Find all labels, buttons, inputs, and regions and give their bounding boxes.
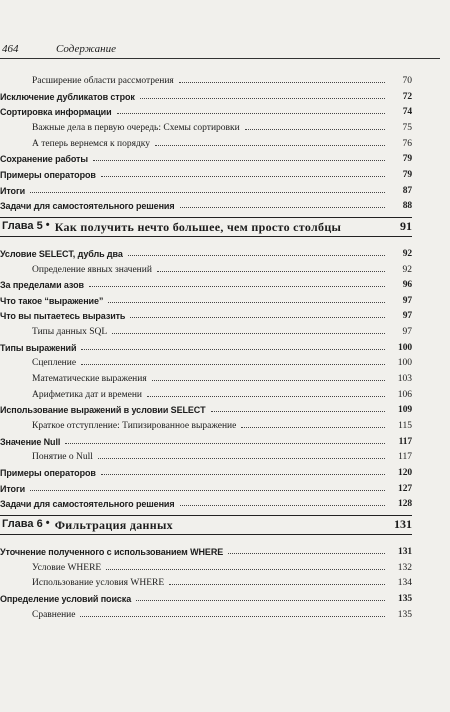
toc-section-entry[interactable] <box>0 195 412 211</box>
entry-page: 127 <box>398 483 412 494</box>
entry-page: 117 <box>398 452 412 463</box>
toc-subsection-entry[interactable] <box>32 446 412 462</box>
entry-page: 79 <box>402 154 412 165</box>
entry-title: Использование условия WHERE <box>32 578 165 589</box>
dot-leader <box>130 316 385 318</box>
entry-title: Сцепление <box>32 358 77 369</box>
dot-leader <box>245 128 385 130</box>
chapter-page: 131 <box>394 516 412 531</box>
dot-leader <box>98 457 385 459</box>
dot-leader <box>180 206 386 208</box>
entry-page: 135 <box>397 609 412 620</box>
entry-title: Примеры операторов <box>0 169 96 180</box>
entry-page: 74 <box>402 107 412 118</box>
dot-leader <box>93 159 385 161</box>
entry-title: Значение Null <box>0 436 61 447</box>
entry-page: 92 <box>402 264 412 275</box>
entry-page: 88 <box>402 201 412 212</box>
toc-subsection-entry[interactable] <box>32 572 412 588</box>
toc-section-entry[interactable] <box>0 164 412 180</box>
page-number: 464 <box>2 43 19 55</box>
dot-leader <box>147 395 385 397</box>
toc-section-entry[interactable] <box>0 337 412 353</box>
toc-section-entry[interactable] <box>0 243 412 259</box>
running-title: Содержание <box>56 43 117 55</box>
entry-page: 75 <box>402 122 412 133</box>
dot-leader <box>140 97 385 99</box>
chapter-heading <box>0 217 412 235</box>
entry-page: 87 <box>402 185 412 196</box>
toc-section-entry[interactable] <box>0 274 412 290</box>
toc-section-entry[interactable] <box>0 101 412 117</box>
entry-title: Примеры операторов <box>0 467 96 478</box>
entry-title: А теперь вернемся к порядку <box>32 138 151 149</box>
dot-leader <box>169 583 385 585</box>
entry-title: Что такое “выражение” <box>0 295 104 306</box>
toc-subsection-entry[interactable] <box>32 70 412 86</box>
entry-page: 135 <box>398 593 412 604</box>
dot-leader <box>81 348 385 350</box>
dot-leader <box>180 504 386 506</box>
toc-section-entry[interactable] <box>0 493 412 509</box>
entry-page: 115 <box>398 421 412 431</box>
toc-subsection-entry[interactable] <box>32 384 412 400</box>
toc-section-entry[interactable] <box>0 541 412 557</box>
dot-leader <box>136 599 385 601</box>
entry-title: Расширение области рассмотрения <box>32 76 174 86</box>
entry-title: Определение явных значений <box>32 264 152 275</box>
dot-leader <box>106 568 385 570</box>
dot-leader <box>89 285 385 287</box>
chapter-number: Глава 5 <box>2 219 43 232</box>
entry-title: Типы данных SQL <box>32 327 108 338</box>
entry-page: 97 <box>402 311 412 322</box>
entry-title: Понятие о Null <box>32 452 93 463</box>
entry-page: 103 <box>397 374 412 385</box>
dot-leader <box>65 442 385 444</box>
dot-leader <box>211 410 385 412</box>
entry-title: Условие WHERE <box>32 562 102 573</box>
page-header <box>0 40 440 59</box>
entry-title: Задачи для самостоятельного решения <box>0 499 175 510</box>
chapter-number: Глава 6 <box>2 517 43 530</box>
entry-title: Что вы пытаетесь выразить <box>0 311 126 322</box>
entry-page: 128 <box>398 499 412 510</box>
toc-section-entry[interactable] <box>0 86 412 102</box>
entry-page: 92 <box>402 248 412 259</box>
entry-title: Сравнение <box>32 609 76 620</box>
entry-page: 72 <box>402 91 412 102</box>
toc-section-entry[interactable] <box>0 290 412 306</box>
toc-subsection-entry[interactable] <box>32 557 412 573</box>
dot-leader <box>101 473 385 475</box>
toc-subsection-entry[interactable] <box>32 368 412 384</box>
entry-page: 106 <box>397 389 412 400</box>
entry-page: 120 <box>398 467 412 478</box>
entry-page: 76 <box>402 138 412 149</box>
entry-title: Арифметика дат и времени <box>32 389 143 400</box>
entry-title: Математические выражения <box>32 374 147 385</box>
dot-leader <box>81 363 385 365</box>
toc-section-entry[interactable] <box>0 462 412 478</box>
dot-leader <box>101 175 385 177</box>
toc-section-entry[interactable] <box>0 431 412 447</box>
entry-page: 132 <box>397 562 412 573</box>
chapter-page: 91 <box>400 218 412 233</box>
entry-page: 70 <box>402 76 412 86</box>
toc-section-entry[interactable] <box>0 148 412 164</box>
entry-page: 100 <box>397 358 412 369</box>
dot-leader <box>179 81 385 83</box>
toc-section-entry[interactable] <box>0 305 412 321</box>
entry-title: Сортировка информации <box>0 107 112 118</box>
dot-leader <box>108 301 385 303</box>
entry-title: Определение условий поиска <box>0 593 132 604</box>
entry-title: За пределами азов <box>0 280 84 291</box>
dot-leader <box>112 332 385 334</box>
dot-leader <box>157 270 385 272</box>
dot-leader <box>128 254 385 256</box>
entry-page: 96 <box>402 280 412 291</box>
bullet-icon: • <box>45 516 50 529</box>
entry-page: 79 <box>402 169 412 180</box>
toc-subsection-entry[interactable] <box>32 133 412 149</box>
toc-subsection-entry[interactable] <box>32 604 412 620</box>
chapter-title: Фильтрация данных <box>54 517 173 532</box>
dot-leader <box>80 615 385 617</box>
entry-page: 97 <box>402 295 412 306</box>
chapter-title: Как получить нечто большее, чем просто столбцы <box>54 219 342 234</box>
dot-leader <box>228 552 385 554</box>
entry-page: 97 <box>402 327 412 338</box>
dot-leader <box>117 112 386 114</box>
toc-section-entry[interactable] <box>0 180 412 196</box>
entry-title: Важные дела в первую очередь: Схемы сортировки <box>32 122 240 133</box>
entry-page: 109 <box>398 405 412 416</box>
entry-title: Краткое отступление: Типизированное выражение <box>32 421 237 431</box>
dot-leader <box>241 426 385 428</box>
entry-page: 100 <box>398 342 412 353</box>
entry-page: 117 <box>398 436 412 447</box>
dot-leader <box>155 144 385 146</box>
entry-title: Уточнение полученного с использованием WHERE <box>0 546 224 557</box>
toc-subsection-entry[interactable] <box>32 352 412 368</box>
dot-leader <box>30 191 385 193</box>
entry-title: Задачи для самостоятельного решения <box>0 201 175 212</box>
toc-subsection-entry[interactable] <box>32 321 412 337</box>
entry-title: Типы выражений <box>0 342 77 353</box>
toc-subsection-entry[interactable] <box>32 415 412 431</box>
chapter-heading <box>0 515 412 533</box>
toc-section-entry[interactable] <box>0 399 412 415</box>
entry-page: 134 <box>397 578 412 589</box>
entry-title: Сохранение работы <box>0 154 88 165</box>
entry-title: Итоги <box>0 185 26 196</box>
dot-leader <box>152 379 385 381</box>
dot-leader <box>30 489 385 491</box>
toc-section-entry[interactable] <box>0 588 412 604</box>
entry-page: 131 <box>398 546 412 557</box>
toc-subsection-entry[interactable] <box>32 259 412 275</box>
toc-section-entry[interactable] <box>0 478 412 494</box>
entry-title: Исключение дубликатов строк <box>0 91 135 102</box>
bullet-icon: • <box>45 218 50 231</box>
entry-title: Условие SELECT, дубль два <box>0 248 123 259</box>
entry-title: Использование выражений в условии SELECT <box>0 405 206 416</box>
toc-subsection-entry[interactable] <box>32 117 412 133</box>
entry-title: Итоги <box>0 483 26 494</box>
